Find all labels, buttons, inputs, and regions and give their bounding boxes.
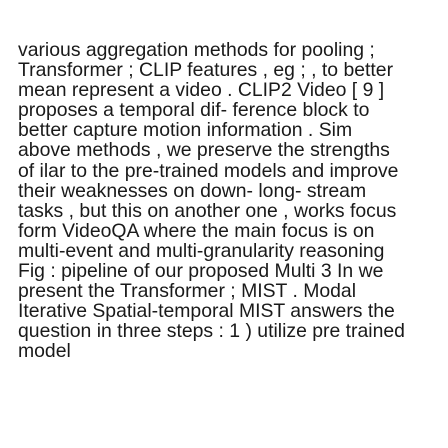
text-line: question in three steps : 1 ) utilize pre trained [18,320,405,343]
text-line: present the Transformer ; MIST . Modal [18,280,357,303]
text-line: form VideoQA where the main focus is on [18,219,375,242]
text-line: their weaknesses on down- long- stream [18,179,367,202]
text-line: tasks , but this on another one , works focus [18,199,397,222]
text-line: Iterative Spatial-temporal MIST answers the [18,300,395,323]
text-line: above methods , we preserve the strengths [18,139,390,162]
text-line: multi-event and multi-granularity reasoning [18,239,385,262]
text-line: model [18,340,71,363]
text-line: various aggregation methods for pooling ; [18,39,375,61]
body-text [18,40,448,362]
text-line: Fig : pipeline of our proposed Multi 3 In we [18,260,384,283]
text-line: better capture motion information . Sim [18,119,353,142]
text-line: Transformer ; CLIP features , eg ; , to better [18,59,394,82]
text-line: of ilar to the pre-trained models and improve [18,159,399,182]
text-line: proposes a temporal dif- ference block to [18,99,370,122]
text-line: mean represent a video . CLIP2 Video [ 9 ] [18,79,385,102]
